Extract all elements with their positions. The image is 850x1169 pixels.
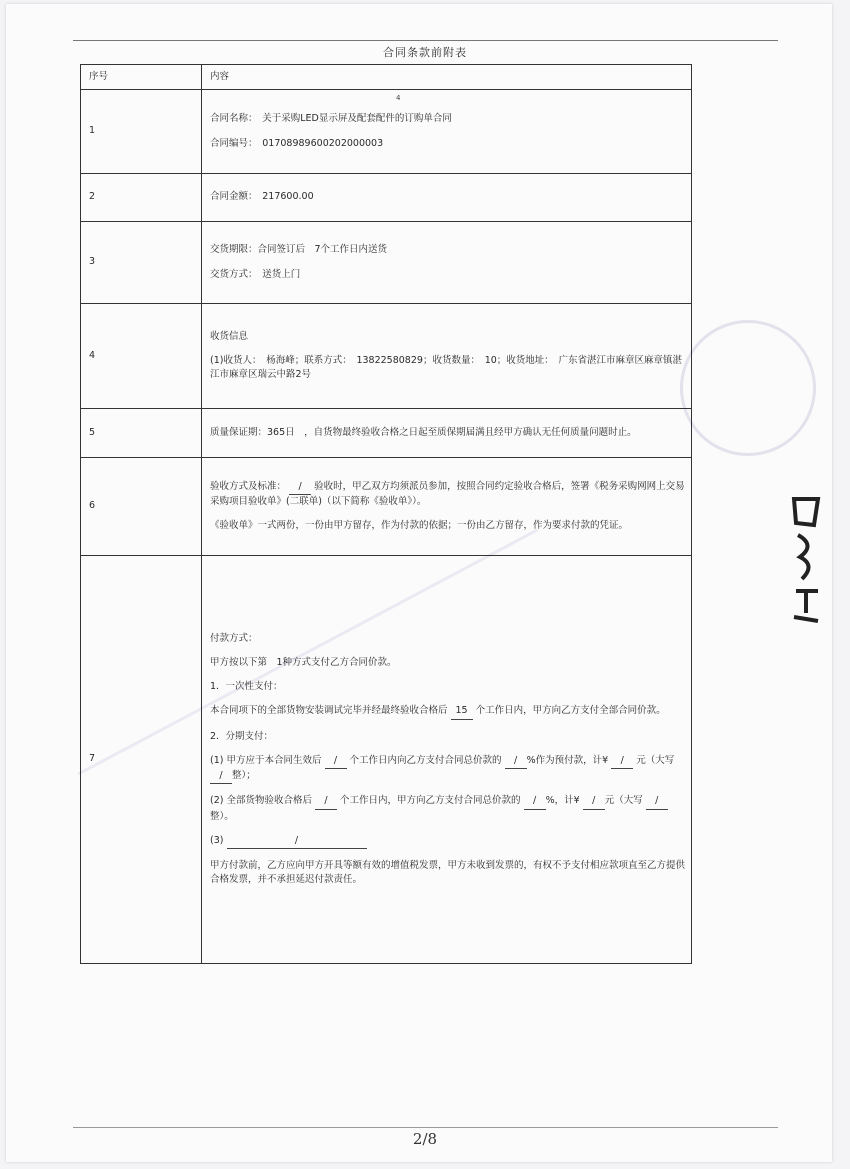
contract-code: 合同编号： 01708989600202000003 xyxy=(210,137,384,149)
row-content xyxy=(202,222,692,304)
row-content xyxy=(202,458,692,556)
footer-rule xyxy=(73,1127,778,1128)
row-number: 7 xyxy=(81,556,202,964)
side-stamp-graphic xyxy=(788,495,824,625)
row-content xyxy=(202,90,692,174)
table-row xyxy=(81,409,692,458)
payment-intro: 甲方按以下第 1种方式支付乙方合同价款。 xyxy=(210,656,397,668)
row-content xyxy=(202,556,692,964)
installment-heading: 2．分期支付： xyxy=(210,730,274,742)
delivery-period: 交货期限：合同签订后 7个工作日内送货 xyxy=(210,244,388,256)
installment-1: (1) 甲方应于本合同生效后 / 个工作日内向乙方支付合同总价款的 / %作为预付款，计¥ / 元（大写 / 整）； xyxy=(210,754,685,785)
header-rule xyxy=(73,40,778,41)
blank-field: / xyxy=(289,480,311,495)
table-row xyxy=(81,304,692,409)
table-row xyxy=(81,222,692,304)
header-no: 序号 xyxy=(81,65,202,90)
page-mark: 4 xyxy=(396,94,401,102)
row-number: 4 xyxy=(81,304,202,409)
table-header-row xyxy=(81,65,692,90)
terms-table xyxy=(80,64,692,964)
days-value: 15 xyxy=(451,704,473,719)
table-row xyxy=(81,556,692,964)
one-time-heading: 1．一次性支付： xyxy=(210,681,283,692)
row-number: 1 xyxy=(81,90,202,174)
receiving-heading: 收货信息 xyxy=(210,330,249,342)
page-title: 合同条款前附表 xyxy=(383,46,467,59)
installment-2: (2) 全部货物验收合格后 / 个工作日内，甲方向乙方支付合同总价款的 / %，计¥ / 元（大写 /整）。 xyxy=(210,794,685,824)
page-number: 2/8 xyxy=(412,1130,438,1148)
invoice-terms: 甲方付款前，乙方应向甲方开具等额有效的增值税发票，甲方未收到发票的，有权不予支付相应款项直至乙方提供合格发票，并不承担延迟付款责任。 xyxy=(210,860,686,886)
one-time-text: 本合同项下的全部货物安装调试完毕并经最终验收合格后 15 个工作日内，甲方向乙方支付全部合同价款。 xyxy=(210,704,685,719)
table-row xyxy=(81,174,692,222)
contract-amount: 合同金额： 217600.00 xyxy=(202,174,692,222)
delivery-method: 交货方式： 送货上门 xyxy=(210,268,301,280)
receiving-detail: (1)收货人： 杨海峰；联系方式： 13822580829；收货数量： 10；收货地址： 广东省湛江市麻章区麻章镇湛江市麻章区瑞云中路2号 xyxy=(210,354,683,381)
seal-stamp xyxy=(680,320,816,456)
acceptance-copies: 《验收单》一式两份，一份由甲方留存，作为付款的依据；一份由乙方留存，作为要求付款的凭证。 xyxy=(210,520,629,532)
contract-name: 合同名称： 关于采购LED显示屏及配套配件的订购单合同 xyxy=(210,113,452,125)
installment-3: (3) / xyxy=(210,834,685,849)
header-content: 内容 xyxy=(202,65,692,90)
row-number: 5 xyxy=(81,409,202,458)
acceptance-text: 验收方式及标准： / 验收时，甲乙双方均须派员参加，按照合同约定验收合格后，签署《税务采购网网上交易采购项目验收单》(二联单)（以下简称《验收单》）。 xyxy=(210,480,685,507)
row-number: 3 xyxy=(81,222,202,304)
row-content xyxy=(202,304,692,409)
row-number: 2 xyxy=(81,174,202,222)
warranty-text: 质量保证期：365日 ，自货物最终验收合格之日起至质保期届满且经甲方确认无任何质量问题时止。 xyxy=(202,409,692,458)
row-number: 6 xyxy=(81,458,202,556)
payment-heading: 付款方式： xyxy=(210,632,258,644)
table-row xyxy=(81,90,692,174)
table-row xyxy=(81,458,692,556)
